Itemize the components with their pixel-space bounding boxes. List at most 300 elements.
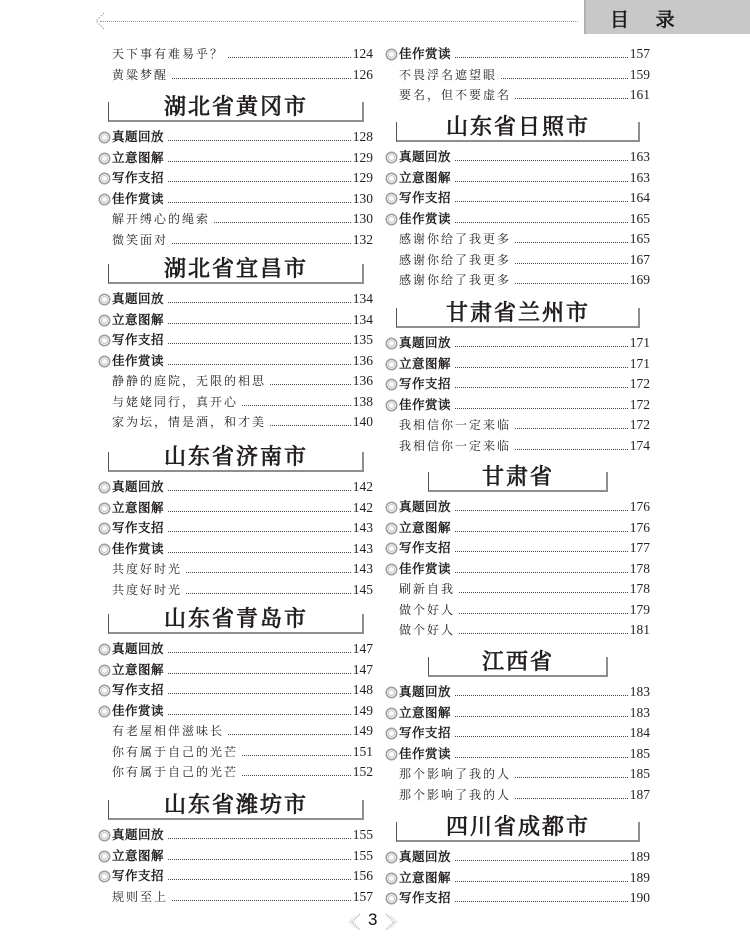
toc-entry-page: 151 [352, 743, 373, 759]
double-circle-icon [385, 358, 398, 371]
toc-entry-title: 真题回放 [112, 129, 165, 144]
toc-category-entry[interactable] [385, 331, 650, 351]
toc-entry-title: 解开缚心的绳索 [112, 212, 211, 227]
toc-entry-page: 185 [629, 745, 650, 761]
toc-entry-page: 172 [629, 396, 650, 412]
dot-leader [168, 652, 351, 653]
toc-entry-title: 那个影响了我的人 [399, 767, 512, 782]
toc-entry-title: 真题回放 [112, 827, 165, 842]
toc-entry-title: 静静的庭院，无限的相思 [112, 374, 267, 389]
toc-entry-title: 佳作赏读 [399, 46, 452, 61]
toc-article-entry[interactable] [385, 598, 650, 618]
toc-entry-title: 做个好人 [399, 623, 456, 638]
toc-entry-title: 我相信你一定来临 [399, 418, 512, 433]
toc-category-entry[interactable] [98, 678, 373, 698]
section-heading [108, 442, 364, 472]
dot-leader [270, 384, 351, 385]
dot-leader [455, 346, 628, 347]
dot-leader [228, 57, 351, 58]
toc-entry-page: 142 [352, 479, 373, 494]
toc-entry-page: 134 [352, 291, 373, 306]
toc-category-entry[interactable] [98, 637, 373, 657]
section-title: 四川省成都市 [440, 815, 596, 840]
toc-article-entry[interactable] [98, 369, 373, 389]
double-circle-icon [98, 870, 111, 883]
dot-leader [455, 531, 628, 532]
toc-category-entry[interactable] [98, 823, 373, 843]
toc-entry-page: 145 [352, 581, 373, 597]
double-circle-icon [385, 501, 398, 514]
toc-category-entry[interactable] [385, 886, 650, 906]
double-circle-icon [98, 502, 111, 515]
toc-entry-title: 佳作赏读 [399, 560, 452, 576]
page-number: 3 [368, 910, 378, 929]
toc-entry-title: 写作支招 [112, 170, 165, 186]
toc-entry-page: 156 [352, 868, 373, 884]
toc-article-entry[interactable] [385, 434, 650, 454]
dot-leader [515, 242, 628, 243]
toc-category-entry[interactable] [98, 125, 373, 145]
toc-category-entry[interactable] [385, 145, 650, 165]
toc-category-entry[interactable] [98, 308, 373, 328]
toc-article-entry[interactable] [385, 618, 650, 638]
dot-leader [172, 900, 351, 901]
toc-entry-title: 微笑面对 [112, 232, 169, 247]
toc-entry-page: 171 [629, 335, 650, 350]
toc-entry-page: 184 [629, 725, 650, 741]
double-circle-icon [98, 481, 111, 494]
toc-entry-page: 155 [352, 847, 373, 863]
section-title: 江西省 [476, 650, 560, 675]
toc-article-entry[interactable] [385, 248, 650, 268]
toc-entry-page: 152 [352, 764, 373, 780]
toc-entry-title: 写作支招 [112, 868, 165, 884]
toc-entry-title: 写作支招 [399, 190, 452, 206]
toc-entry-title: 共度好时光 [112, 562, 183, 577]
toc-entry-title: 共度好时光 [112, 582, 183, 597]
dot-leader [168, 323, 351, 324]
double-circle-icon [385, 748, 398, 761]
chevron-left-decor-icon [346, 913, 362, 931]
toc-entry-page: 178 [629, 581, 650, 597]
toc-entry-title: 感谢你给了我更多 [399, 252, 512, 267]
dot-leader [455, 695, 628, 696]
double-circle-icon [385, 522, 398, 535]
section-title: 山东省青岛市 [158, 607, 314, 632]
toc-category-entry[interactable] [98, 864, 373, 884]
toc-category-entry[interactable] [385, 166, 650, 186]
double-circle-icon [98, 131, 111, 144]
toc-category-entry[interactable] [98, 166, 373, 186]
toc-category-entry[interactable] [98, 146, 373, 166]
toc-article-entry[interactable] [98, 63, 373, 83]
toc-category-entry[interactable] [98, 658, 373, 678]
toc-entry-title: 立意图解 [112, 499, 165, 515]
toc-article-entry[interactable] [98, 719, 373, 739]
toc-entry-page: 134 [352, 311, 373, 327]
toc-entry-page: 176 [629, 499, 650, 514]
double-circle-icon [385, 727, 398, 740]
toc-category-entry[interactable] [98, 187, 373, 207]
toc-entry-page: 164 [629, 190, 650, 206]
toc-entry-page: 143 [352, 540, 373, 556]
toc-article-entry[interactable] [385, 577, 650, 597]
double-circle-icon [98, 543, 111, 556]
toc-entry-title: 佳作赏读 [112, 702, 165, 718]
dot-leader [168, 181, 351, 182]
toc-category-entry[interactable] [385, 845, 650, 865]
dot-leader [168, 140, 351, 141]
toc-category-entry[interactable] [385, 186, 650, 206]
section-title: 甘肃省兰州市 [440, 301, 596, 326]
dot-leader [168, 161, 351, 162]
toc-entry-title: 要名，但不要虚名 [399, 88, 512, 103]
dot-leader [515, 449, 628, 450]
toc-entry-title: 立意图解 [112, 149, 165, 165]
toc-entry-page: 189 [629, 869, 650, 885]
toc-category-entry[interactable] [98, 516, 373, 536]
double-circle-icon [385, 378, 398, 391]
toc-entry-page: 159 [629, 66, 650, 82]
toc-entry-page: 161 [629, 87, 650, 103]
toc-article-entry[interactable] [385, 227, 650, 247]
dot-leader [172, 78, 351, 79]
dot-leader [515, 263, 628, 264]
double-circle-icon [385, 707, 398, 720]
toc-entry-page: 174 [629, 437, 650, 453]
toc-article-entry[interactable] [98, 578, 373, 598]
dot-leader [455, 367, 628, 368]
toc-article-entry[interactable] [98, 228, 373, 248]
dot-leader [455, 860, 628, 861]
toc-entry-page: 138 [352, 393, 373, 409]
toc-entry-title: 佳作赏读 [399, 396, 452, 412]
double-circle-icon [385, 686, 398, 699]
toc-entry-page: 143 [352, 561, 373, 577]
dot-leader [168, 531, 351, 532]
double-circle-icon [98, 293, 111, 306]
toc-entry-title: 真题回放 [112, 291, 165, 306]
toc-entry-page: 179 [629, 601, 650, 617]
double-circle-icon [385, 399, 398, 412]
toc-entry-title: 黄粱梦醒 [112, 67, 169, 82]
toc-entry-title: 写作支招 [399, 725, 452, 741]
double-circle-icon [98, 334, 111, 347]
dot-leader [515, 428, 628, 429]
double-circle-icon [385, 892, 398, 905]
toc-entry-page: 185 [629, 766, 650, 782]
double-circle-icon [385, 172, 398, 185]
dot-leader [168, 673, 351, 674]
double-circle-icon [98, 664, 111, 677]
toc-entry-title: 感谢你给了我更多 [399, 273, 512, 288]
toc-entry-title: 真题回放 [399, 684, 452, 699]
toc-article-entry[interactable] [98, 740, 373, 760]
toc-category-entry[interactable] [385, 516, 650, 536]
dot-leader [168, 202, 351, 203]
page-footer [346, 910, 406, 934]
double-circle-icon [98, 152, 111, 165]
double-circle-icon [98, 355, 111, 368]
dot-leader [455, 716, 628, 717]
section-title: 湖北省宜昌市 [158, 257, 314, 282]
dot-leader [242, 405, 351, 406]
dot-leader [242, 755, 351, 756]
toc-entry-page: 172 [629, 417, 650, 433]
toc-category-entry[interactable] [385, 866, 650, 886]
toc-entry-page: 163 [629, 169, 650, 185]
dot-leader [515, 98, 628, 99]
toc-article-entry[interactable] [385, 762, 650, 782]
toc-article-entry[interactable] [98, 885, 373, 905]
dot-leader [168, 693, 351, 694]
dot-leader [515, 283, 628, 284]
toc-entry-title: 不畏浮名遮望眼 [399, 67, 498, 82]
toc-entry-page: 140 [352, 414, 373, 430]
toc-entry-page: 136 [352, 373, 373, 389]
toc-article-entry[interactable] [98, 390, 373, 410]
dot-leader [455, 201, 628, 202]
section-heading [108, 92, 364, 122]
toc-article-entry[interactable] [98, 207, 373, 227]
dot-leader [168, 838, 351, 839]
toc-entry-page: 130 [352, 211, 373, 227]
toc-entry-title: 立意图解 [399, 355, 452, 371]
dot-leader [455, 901, 628, 902]
section-heading [428, 647, 608, 677]
double-circle-icon [98, 850, 111, 863]
toc-category-entry[interactable] [385, 393, 650, 413]
toc-article-entry[interactable] [98, 557, 373, 577]
toc-entry-page: 129 [352, 149, 373, 165]
toc-entry-title: 写作支招 [112, 332, 165, 348]
toc-article-entry[interactable] [385, 268, 650, 288]
dot-leader [168, 552, 351, 553]
toc-entry-title: 感谢你给了我更多 [399, 232, 512, 247]
dot-leader [455, 181, 628, 182]
toc-entry-page: 142 [352, 499, 373, 515]
dot-leader [455, 510, 628, 511]
toc-entry-page: 155 [352, 827, 373, 842]
toc-article-entry[interactable] [98, 42, 373, 62]
double-circle-icon [98, 522, 111, 535]
toc-entry-page: 132 [352, 231, 373, 247]
dot-leader [455, 551, 628, 552]
toc-article-entry[interactable] [98, 410, 373, 430]
dot-leader [242, 775, 351, 776]
toc-entry-page: 172 [629, 376, 650, 392]
toc-entry-page: 177 [629, 540, 650, 556]
toc-entry-page: 136 [352, 352, 373, 368]
dot-leader [168, 511, 351, 512]
toc-entry-page: 129 [352, 170, 373, 186]
section-title: 山东省潍坊市 [158, 793, 314, 818]
toc-entry-page: 189 [629, 849, 650, 864]
toc-category-entry[interactable] [98, 475, 373, 495]
toc-entry-page: 171 [629, 355, 650, 371]
section-heading [396, 812, 640, 842]
double-circle-icon [98, 172, 111, 185]
toc-entry-page: 187 [629, 786, 650, 802]
toc-entry-title: 写作支招 [112, 682, 165, 698]
toc-category-entry[interactable] [98, 349, 373, 369]
toc-entry-title: 真题回放 [399, 335, 452, 350]
toc-entry-page: 181 [629, 622, 650, 638]
dot-leader [455, 57, 628, 58]
toc-entry-page: 130 [352, 190, 373, 206]
toc-entry-title: 你有属于自己的光芒 [112, 744, 239, 759]
toc-category-entry[interactable] [98, 699, 373, 719]
toc-entry-page: 128 [352, 129, 373, 144]
toc-entry-page: 176 [629, 519, 650, 535]
toc-entry-title: 真题回放 [112, 641, 165, 656]
toc-category-entry[interactable] [98, 537, 373, 557]
toc-category-entry[interactable] [98, 328, 373, 348]
toc-entry-page: 157 [629, 46, 650, 61]
dot-leader [214, 222, 351, 223]
toc-entry-page: 126 [352, 66, 373, 82]
double-circle-icon [98, 314, 111, 327]
dot-leader [168, 364, 351, 365]
toc-entry-title: 立意图解 [112, 661, 165, 677]
toc-entry-page: 169 [629, 272, 650, 288]
double-circle-icon [385, 213, 398, 226]
toc-article-entry[interactable] [385, 83, 650, 103]
section-title: 山东省济南市 [158, 445, 314, 470]
toc-category-entry[interactable] [98, 287, 373, 307]
toc-entry-title: 做个好人 [399, 602, 456, 617]
dot-leader [501, 78, 628, 79]
dot-leader [172, 243, 351, 244]
toc-entry-title: 真题回放 [112, 479, 165, 494]
toc-entry-title: 佳作赏读 [112, 540, 165, 556]
toc-category-entry[interactable] [385, 721, 650, 741]
dot-leader [186, 572, 351, 573]
toc-entry-title: 天下事有难易乎？ [112, 47, 225, 61]
toc-entry-page: 178 [629, 560, 650, 576]
dot-leader [459, 633, 628, 634]
toc-category-entry[interactable] [385, 680, 650, 700]
toc-entry-title: 写作支招 [399, 890, 452, 906]
toc-entry-title: 与姥姥同行，真开心 [112, 394, 239, 409]
toc-entry-page: 143 [352, 520, 373, 536]
toc-entry-title: 那个影响了我的人 [399, 787, 512, 802]
toc-category-entry[interactable] [385, 495, 650, 515]
toc-entry-title: 刷新自我 [399, 582, 456, 597]
dot-leader [515, 798, 628, 799]
dot-leader [228, 734, 351, 735]
double-circle-icon [385, 851, 398, 864]
section-heading [396, 112, 640, 142]
dot-leader [455, 757, 628, 758]
toc-entry-title: 佳作赏读 [399, 210, 452, 226]
toc-category-entry[interactable] [385, 701, 650, 721]
toc-article-entry[interactable] [98, 760, 373, 780]
toc-entry-page: 148 [352, 682, 373, 698]
section-heading [396, 298, 640, 328]
toc-entry-title: 规则至上 [112, 889, 169, 904]
toc-entry-title: 写作支招 [399, 376, 452, 392]
toc-article-entry[interactable] [385, 63, 650, 83]
toc-category-entry[interactable] [98, 844, 373, 864]
toc-entry-page: 147 [352, 641, 373, 656]
toc-entry-title: 写作支招 [399, 540, 452, 556]
dot-leader [168, 879, 351, 880]
toc-category-entry[interactable] [385, 352, 650, 372]
dot-leader [186, 593, 351, 594]
toc-article-entry[interactable] [385, 413, 650, 433]
toc-entry-page: 167 [629, 251, 650, 267]
toc-entry-page: 163 [629, 149, 650, 164]
toc-category-entry[interactable] [98, 496, 373, 516]
toc-entry-title: 有老屋相伴滋味长 [112, 724, 225, 739]
double-circle-icon [385, 337, 398, 350]
toc-entry-title: 立意图解 [112, 847, 165, 863]
double-circle-icon [385, 151, 398, 164]
section-heading [108, 790, 364, 820]
toc-category-entry[interactable] [385, 207, 650, 227]
dot-leader [455, 222, 628, 223]
double-circle-icon [98, 705, 111, 718]
section-heading [108, 254, 364, 284]
toc-category-entry[interactable] [385, 742, 650, 762]
section-title: 甘肃省 [476, 465, 560, 490]
dot-leader [455, 408, 628, 409]
toc-entry-title: 佳作赏读 [112, 352, 165, 368]
double-circle-icon [385, 872, 398, 885]
toc-entry-title: 你有属于自己的光芒 [112, 765, 239, 780]
dot-leader [455, 736, 628, 737]
dot-leader [168, 343, 351, 344]
dot-leader [459, 592, 628, 593]
double-circle-icon [98, 193, 111, 206]
double-circle-icon [385, 48, 398, 61]
toc-entry-page: 147 [352, 661, 373, 677]
toc-article-entry[interactable] [385, 783, 650, 803]
double-circle-icon [385, 542, 398, 555]
dot-leader [168, 859, 351, 860]
dot-leader [455, 160, 628, 161]
toc-entry-title: 立意图解 [399, 704, 452, 720]
toc-entry-page: 165 [629, 231, 650, 247]
toc-entry-title: 真题回放 [399, 849, 452, 864]
toc-entry-title: 家为坛，情是酒，和才美 [112, 415, 267, 430]
toc-category-entry[interactable] [385, 557, 650, 577]
toc-entry-title: 立意图解 [399, 169, 452, 185]
toc-entry-page: 149 [352, 723, 373, 739]
dot-leader [168, 490, 351, 491]
header-tab [584, 0, 750, 34]
toc-entry-page: 135 [352, 332, 373, 348]
toc-entry-title: 我相信你一定来临 [399, 438, 512, 453]
double-circle-icon [98, 829, 111, 842]
header-dotted-rule [100, 21, 578, 22]
toc-category-entry[interactable] [385, 372, 650, 392]
dot-leader [270, 425, 351, 426]
page-title: 目 录 [610, 9, 685, 31]
toc-entry-page: 183 [629, 704, 650, 720]
toc-entry-title: 立意图解 [112, 311, 165, 327]
chevron-right-decor-icon [384, 913, 400, 931]
section-heading [428, 462, 608, 492]
toc-category-entry[interactable] [385, 42, 650, 62]
toc-category-entry[interactable] [385, 536, 650, 556]
double-circle-icon [385, 563, 398, 576]
toc-entry-title: 真题回放 [399, 149, 452, 164]
dot-leader [515, 777, 628, 778]
toc-entry-page: 183 [629, 684, 650, 699]
toc-entry-page: 149 [352, 702, 373, 718]
